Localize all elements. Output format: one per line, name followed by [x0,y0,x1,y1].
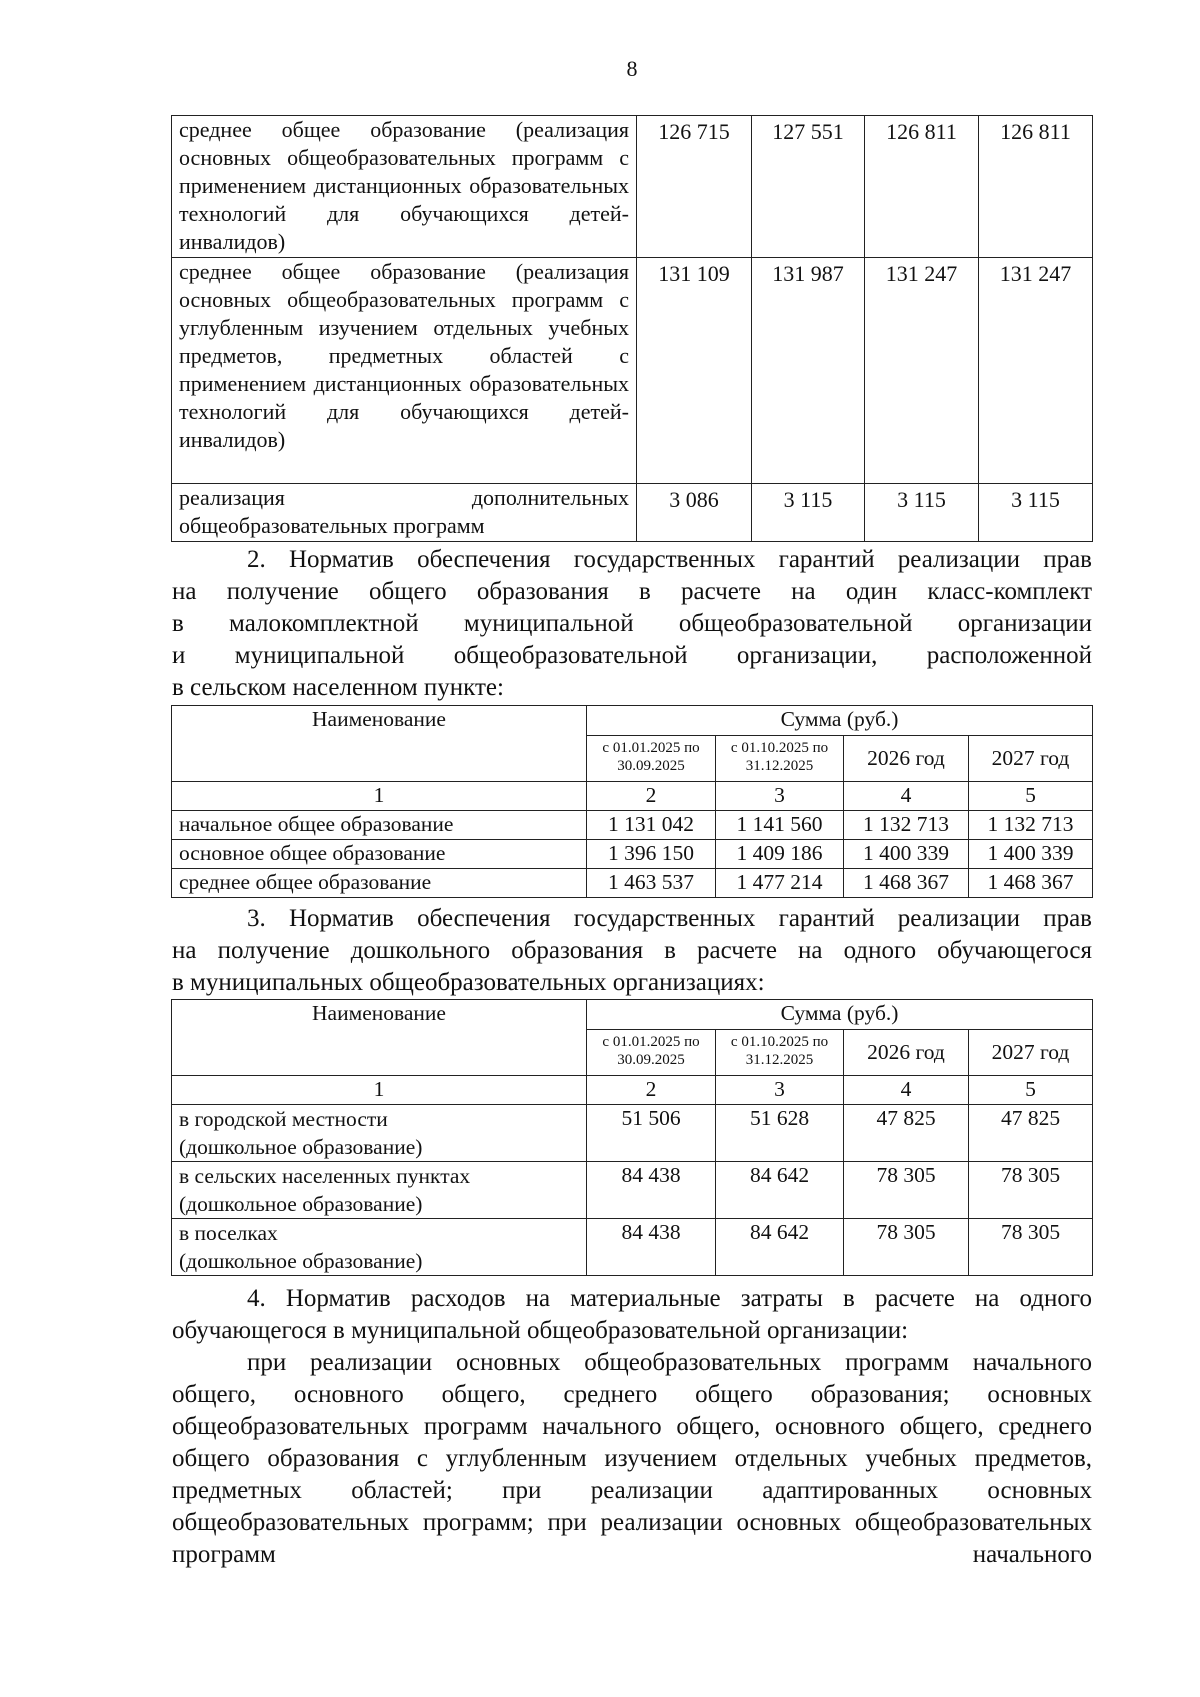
paragraph-line: 2. Норматив обеспечения государственных гарантий реализации прав [247,546,1092,573]
value-cell: 1 468 367 [969,869,1093,898]
paragraph-line: в муниципальных общеобразовательных организациях: [172,969,765,996]
paragraph-line: на получение общего образования в расчете на один класс-комплект [172,578,1092,605]
value-cell: 3 115 [865,484,979,542]
value-cell: 78 305 [844,1162,969,1219]
paragraph-line: 4. Норматив расходов на материальные затраты в расчете на одного [247,1285,1092,1312]
value-cell: 51 506 [587,1105,716,1162]
value-cell: 84 642 [716,1219,844,1276]
header-period: с 01.01.2025 по 30.09.2025 [587,1030,716,1076]
column-index: 5 [969,782,1093,811]
row-name-line: (дошкольное образование) [179,1192,423,1216]
table-header-row [172,1000,1093,1030]
value-cell: 127 551 [752,116,865,258]
table-header-row [172,706,1093,736]
header-year: 2027 год [969,736,1093,782]
row-name: среднее общее образование (реализация основных общеобразовательных программ с применением дистанционных образовательных технологий для обучающихся детей-инвалидов) [172,116,637,258]
column-index: 3 [716,782,844,811]
value-cell: 3 115 [979,484,1093,542]
table-continuation [171,115,1093,542]
row-name: среднее общее образование (реализация основных общеобразовательных программ с углубленным изучением отдельных учебных предметов, предметных областей с применением дистанционных образовательных технологий для обучающихся детей-инвалидов) [172,258,637,484]
header-year: 2027 год [969,1030,1093,1076]
value-cell: 1 400 339 [844,840,969,869]
table-row [172,484,1093,542]
value-cell: 3 115 [752,484,865,542]
column-index: 1 [172,782,587,811]
value-cell: 3 086 [637,484,752,542]
value-cell: 131 247 [865,258,979,484]
value-cell: 47 825 [844,1105,969,1162]
header-year: 2026 год [844,736,969,782]
column-index: 4 [844,1076,969,1105]
paragraph-line: и муниципальной общеобразовательной организации, расположенной [172,642,1092,669]
value-cell: 78 305 [844,1219,969,1276]
value-cell: 84 642 [716,1162,844,1219]
row-name: начальное общее образование [172,811,587,840]
column-index: 4 [844,782,969,811]
header-sum: Сумма (руб.) [587,706,1093,736]
table-row [172,116,1093,258]
paragraph-line: в малокомплектной муниципальной общеобразовательной организации [172,610,1092,637]
value-cell: 51 628 [716,1105,844,1162]
row-name-line: (дошкольное образование) [179,1249,423,1273]
table-row [172,811,1093,840]
row-name [172,1105,587,1162]
value-cell: 84 438 [587,1162,716,1219]
table-index-row [172,1076,1093,1105]
header-name: Наименование [172,1000,587,1076]
table-index-row [172,782,1093,811]
value-cell: 1 409 186 [716,840,844,869]
value-cell: 131 247 [979,258,1093,484]
paragraph-line: на получение дошкольного образования в расчете на одного обучающегося [172,937,1092,964]
table-row [172,869,1093,898]
table-class-complect [171,705,1093,898]
header-period: с 01.10.2025 по 31.12.2025 [716,1030,844,1076]
value-cell: 78 305 [969,1162,1093,1219]
body-paragraph: при реализации основных общеобразовательных программ начального общего, основного общего, среднего общего образования; основных общеобразовательных программ начального общего, основного общего, среднего общего образования с углубленным изучением отдельных учебных предметов, предметных областей; при реализации адаптированных основных общеобразовательных программ; при реализации основных общеобразовательных программ начального [172,1349,1092,1568]
table-preschool [171,999,1093,1276]
value-cell: 126 811 [979,116,1093,258]
header-period: с 01.01.2025 по 30.09.2025 [587,736,716,782]
value-cell: 131 987 [752,258,865,484]
table-row [172,258,1093,484]
row-name [172,1162,587,1219]
value-cell: 1 131 042 [587,811,716,840]
row-name: основное общее образование [172,840,587,869]
column-index: 5 [969,1076,1093,1105]
value-cell: 1 463 537 [587,869,716,898]
table-row [172,1105,1093,1162]
header-sum: Сумма (руб.) [587,1000,1093,1030]
paragraph-line: обучающегося в муниципальной общеобразовательной организации: [172,1317,909,1344]
column-index: 2 [587,1076,716,1105]
table-row [172,1219,1093,1276]
row-name-line: в сельских населенных пунктах [179,1164,471,1188]
header-year: 2026 год [844,1030,969,1076]
column-index: 1 [172,1076,587,1105]
value-cell: 1 400 339 [969,840,1093,869]
value-cell: 1 468 367 [844,869,969,898]
value-cell: 1 396 150 [587,840,716,869]
value-cell: 1 477 214 [716,869,844,898]
table-row [172,840,1093,869]
value-cell: 1 132 713 [969,811,1093,840]
column-index: 2 [587,782,716,811]
header-period: с 01.10.2025 по 31.12.2025 [716,736,844,782]
row-name-line: (дошкольное образование) [179,1135,423,1159]
paragraph-line: 3. Норматив обеспечения государственных гарантий реализации прав [247,905,1092,932]
value-cell: 131 109 [637,258,752,484]
value-cell: 1 132 713 [844,811,969,840]
table-row [172,1162,1093,1219]
value-cell: 126 715 [637,116,752,258]
value-cell: 47 825 [969,1105,1093,1162]
row-name: среднее общее образование [172,869,587,898]
value-cell: 78 305 [969,1219,1093,1276]
header-name: Наименование [172,706,587,782]
page-number: 8 [626,56,638,81]
row-name [172,1219,587,1276]
value-cell: 1 141 560 [716,811,844,840]
row-name-line: в поселках [179,1221,278,1245]
value-cell: 126 811 [865,116,979,258]
column-index: 3 [716,1076,844,1105]
value-cell: 84 438 [587,1219,716,1276]
row-name: реализация дополнительных общеобразовательных программ [172,484,637,542]
paragraph-line: в сельском населенном пункте: [172,674,504,701]
row-name-line: в городской местности [179,1107,388,1131]
